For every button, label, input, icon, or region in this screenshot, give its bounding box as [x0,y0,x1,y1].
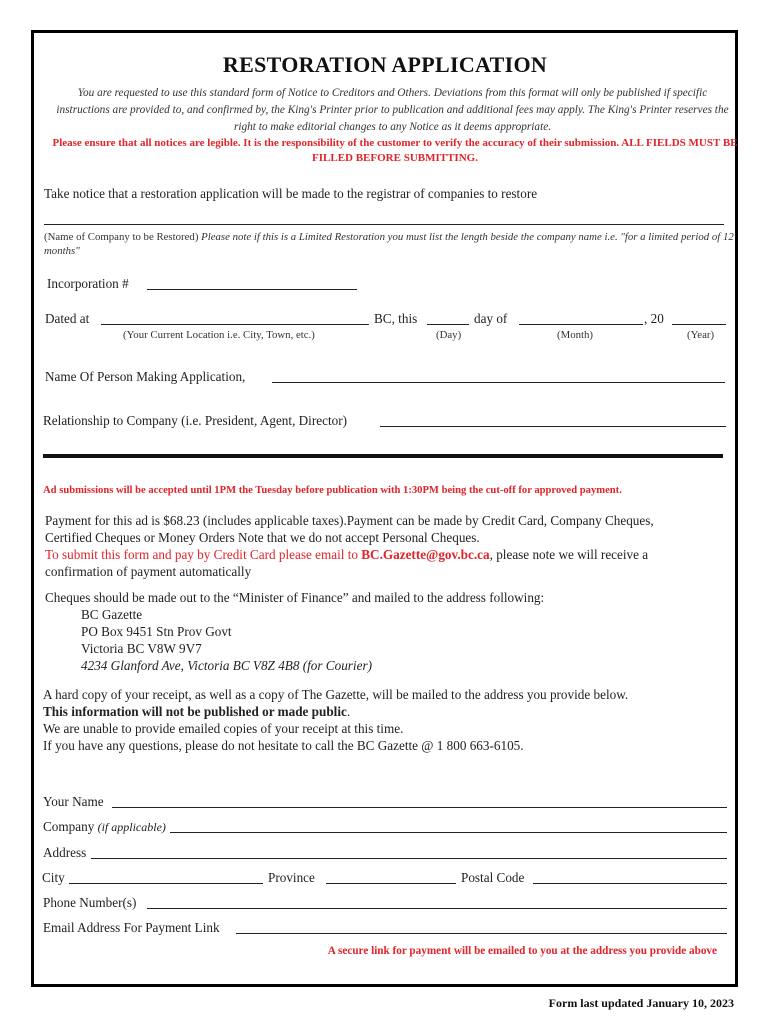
phone-field[interactable] [147,908,727,909]
payment-line-2: Certified Cheques or Money Orders Note that we do not accept Personal Cheques. [45,530,480,545]
gazette-email-link[interactable]: BC.Gazette@gov.bc.ca [361,547,490,562]
incorporation-label: Incorporation # [47,276,129,291]
email-link-label: Email Address For Payment Link [43,920,220,935]
card-suffix: , please note we will receive a [489,547,649,562]
phone-label: Phone Number(s) [43,895,137,910]
section-divider [43,454,723,458]
email-link-field[interactable] [236,933,727,934]
payment-line-1: Payment for this ad is $68.23 (includes applicable taxes).Payment can be made by Credit Card, Company Cheques, [45,513,654,528]
form-updated-date: Form last updated January 10, 2023 [548,996,734,1010]
address-line-2: PO Box 9451 Stn Prov Govt [81,624,232,639]
incorporation-field[interactable] [147,289,357,290]
your-name-field[interactable] [112,807,727,808]
receipt-line-1: A hard copy of your receipt, as well as a copy of The Gazette, will be mailed to the address you provide below. [43,687,629,702]
address-label: Address [43,845,87,860]
bc-this-label: BC, this [374,311,418,326]
payment-info [45,512,654,580]
address-line-4: 4234 Glanford Ave, Victoria BC V8Z 4B8 (for Courier) [81,658,372,673]
day-field[interactable] [427,324,469,325]
day-of-label: day of [474,311,508,326]
city-label: City [42,870,65,885]
address-line-1: BC Gazette [81,607,143,622]
intro-text: You are requested to use this standard form of Notice to Creditors and Others. Deviations from this format will only be published if specific instructions are provided to, and confirmed by, the King's Printer prior to publication and additional fees may apply. The King's Printer reserves the right to make editorial changes to any Notice as it deems appropriate. [56,87,729,133]
limited-restoration-note: Please note if this is a Limited Restoration you must list the length beside the company name i.e. "for a limited period of 12 months" [44,231,734,257]
month-field[interactable] [519,324,643,325]
year-caption: (Year) [687,329,715,341]
company-applicable: (if applicable) [97,820,166,834]
receipt-line-2: This information will not be published or made public [43,704,347,719]
mailing-address [81,606,372,674]
location-caption: (Your Current Location i.e. City, Town, etc.) [123,329,315,341]
company-caption-label: (Name of Company to be Restored) [44,231,199,243]
company-label-wrap [43,819,166,835]
year-field[interactable] [672,324,726,325]
province-field[interactable] [326,883,456,884]
form-title: RESTORATION APPLICATION [222,52,548,77]
postal-code-field[interactable] [533,883,727,884]
applicant-field[interactable] [272,382,725,383]
your-name-label: Your Name [43,794,104,809]
receipt-line-3: We are unable to provide emailed copies of your receipt at this time. [43,721,404,736]
city-field[interactable] [69,883,263,884]
day-caption: (Day) [436,329,462,341]
address-line-3: Victoria BC V8W 9V7 [81,641,202,656]
secure-link-note: A secure link for payment will be emailed to you at the address you provide above [327,945,717,957]
address-field[interactable] [91,858,727,859]
company-caption [44,230,734,258]
receipt-line-4: If you have any questions, please do not hesitate to call the BC Gazette @ 1 800 663-6105. [43,738,524,753]
receipt-info [43,686,628,754]
receipt-line-2-end: . [346,704,351,719]
location-field[interactable] [101,324,369,325]
take-notice-text: Take notice that a restoration application will be made to the registrar of companies to restore [44,186,538,201]
month-caption: (Month) [557,329,593,341]
card-line-2: confirmation of payment automatically [45,564,252,579]
company-field[interactable] [170,832,727,833]
legibility-warning: Please ensure that all notices are legible. It is the responsibility of the customer to verify the accuracy of their submission. ALL FIELDS MUST BE FILLED BEFORE SUBMITTING. [52,137,738,164]
applicant-label: Name Of Person Making Application, [45,369,246,384]
company-label: Company [43,819,95,834]
province-label: Province [268,870,315,885]
postal-code-label: Postal Code [461,870,525,885]
card-instructions: To submit this form and pay by Credit Card please email to [45,547,362,562]
relationship-label: Relationship to Company (i.e. President, Agent, Director) [43,413,347,428]
deadline-notice: Ad submissions will be accepted until 1PM the Tuesday before publication with 1:30PM being the cut-off for approved payment. [43,485,622,496]
relationship-field[interactable] [380,426,726,427]
dated-at-label: Dated at [45,311,90,326]
company-name-field[interactable] [44,224,724,225]
form-border [31,30,738,987]
year-prefix: , 20 [644,311,664,326]
cheques-line: Cheques should be made out to the “Minister of Finance” and mailed to the address following: [45,590,545,605]
